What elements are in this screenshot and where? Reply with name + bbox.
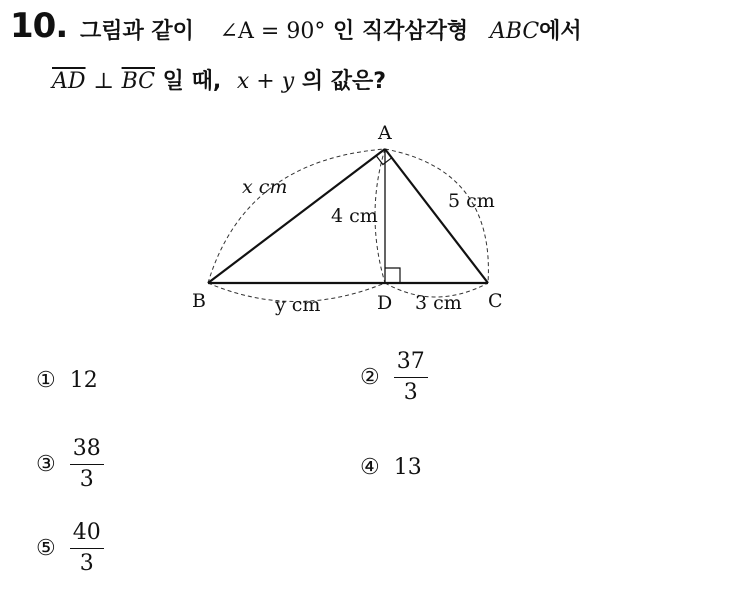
perpendicular-symbol: ⊥ — [93, 69, 114, 94]
fraction-numerator: 40 — [72, 520, 101, 545]
choice-marker: ④ — [360, 455, 380, 480]
fraction — [70, 521, 104, 576]
question-ending-1: 에서 — [539, 19, 582, 44]
right-angle-a — [376, 156, 392, 165]
segment-ad: $\overline{AD}$ — [52, 69, 86, 94]
fraction — [394, 350, 428, 405]
side-ac — [385, 149, 488, 283]
choice-value: 13 — [393, 455, 422, 480]
choice-value: 12 — [69, 368, 98, 393]
question-ask: 의 값은? — [301, 69, 386, 94]
choice-marker: ② — [360, 365, 380, 391]
triangle-name: ABC — [489, 19, 540, 44]
segment-bc: $\overline{BC}$ — [121, 69, 155, 94]
length-label-dc: 3 cm — [415, 292, 462, 314]
question-line-2 — [52, 64, 386, 95]
question-line-1 — [80, 14, 582, 45]
choice-marker: ③ — [36, 452, 56, 478]
vertex-label-a: A — [378, 122, 392, 144]
question-intro: 그림과 같이 — [80, 19, 194, 44]
choice-5[interactable] — [36, 521, 104, 576]
fraction-denominator: 3 — [403, 380, 418, 406]
choice-marker: ⑤ — [36, 536, 56, 562]
length-label-ad: 4 cm — [331, 205, 378, 227]
triangle-figure — [185, 115, 525, 325]
fraction-bar — [70, 464, 104, 465]
question-in-text: 인 직각삼각형 — [333, 19, 469, 44]
length-label-ab: x cm — [242, 176, 288, 198]
choice-1[interactable] — [36, 368, 98, 393]
fraction-bar — [394, 377, 428, 378]
length-label-ac: 5 cm — [448, 190, 495, 212]
fraction-numerator: 38 — [72, 436, 101, 461]
choice-4[interactable] — [360, 455, 422, 480]
choice-3[interactable] — [36, 437, 104, 492]
choice-marker: ① — [36, 368, 56, 393]
right-angle-d — [385, 268, 400, 283]
vertex-label-d: D — [377, 292, 393, 314]
length-label-bd: y cm — [275, 294, 321, 316]
fraction-numerator: 37 — [396, 349, 425, 374]
vertex-label-b: B — [192, 290, 206, 312]
fraction — [70, 437, 104, 492]
fraction-denominator: 3 — [79, 551, 94, 577]
question-number: 10. — [10, 6, 68, 46]
fraction-denominator: 3 — [79, 467, 94, 493]
vertex-label-c: C — [488, 290, 503, 312]
expression: x + y — [236, 69, 295, 94]
choice-2[interactable] — [360, 350, 428, 405]
fraction-bar — [70, 548, 104, 549]
angle-condition: ∠A = 90° — [219, 19, 326, 44]
question-condition: 일 때, — [162, 69, 222, 94]
